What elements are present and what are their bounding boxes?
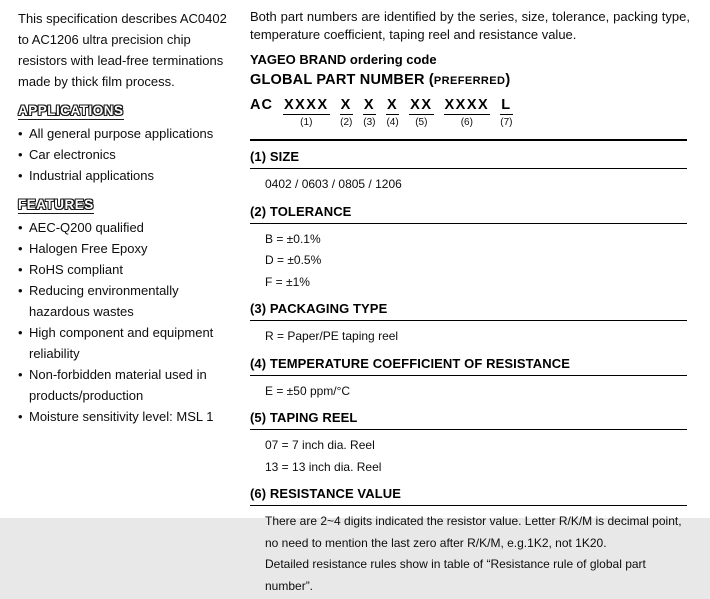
left-column (18, 8, 228, 427)
part-code-group (386, 98, 399, 128)
section-heading: (2) TOLERANCE (250, 204, 687, 224)
section-line: R = Paper/PE taping reel (265, 329, 399, 343)
part-code-index: (4) (386, 117, 399, 128)
part-code-segment: X (340, 97, 352, 113)
applications-heading: APPLICATIONS (18, 103, 124, 118)
section-content (265, 511, 687, 597)
part-code-index: (6) (460, 117, 473, 128)
part-code-group (409, 98, 433, 128)
part-code-prefix: AC (250, 97, 273, 113)
list-item: • AEC-Q200 qualified (18, 217, 228, 238)
part-code-segment: X (386, 97, 399, 113)
spec-description: This specification describes AC0402 to AC1206 ultra precision chip resistors with lead-free terminations made by thick film process. (18, 11, 227, 89)
part-number-diagram (250, 98, 690, 128)
part-code-segment: X (363, 97, 375, 113)
section-line: E = ±50 ppm/°C (265, 383, 351, 398)
part-code-group (340, 98, 353, 128)
section-content (265, 381, 687, 403)
part-code-group (500, 98, 512, 128)
part-code-index: (1) (300, 117, 313, 128)
part-code-index: (3) (363, 117, 376, 128)
ordering-description: Both part numbers are identified by the series, size, tolerance, packing type, temperature coefficient, taping reel and resistance value. (250, 9, 690, 42)
part-code-index: (2) (340, 117, 353, 128)
applications-list (18, 123, 228, 186)
section-content (265, 326, 687, 348)
section-content (265, 229, 687, 294)
section-content (265, 435, 687, 478)
features-list (18, 217, 228, 427)
section-line: 13 = 13 inch dia. Reel (265, 459, 382, 474)
list-item: • Moisture sensitivity level: MSL 1 (18, 406, 228, 427)
section-tolerance (250, 204, 687, 294)
section-line: Detailed resistance rules show in table of “Resistance rule of global part number”. (265, 557, 646, 593)
section-heading: (3) PACKAGING TYPE (250, 301, 687, 321)
list-item: • High component and equipment reliability (18, 322, 228, 364)
section-temperature-coefficient (250, 356, 687, 403)
section-packaging-type (250, 301, 687, 348)
features-heading: FEATURES (18, 197, 94, 212)
section-line: 0402 / 0603 / 0805 / 1206 (265, 177, 402, 191)
section-heading: (1) SIZE (250, 149, 687, 169)
part-code-segment: XXXX (444, 97, 490, 113)
part-code-segment: L (501, 97, 512, 113)
list-item: • Non-forbidden material used in products/production (18, 364, 228, 406)
part-code-group (444, 98, 491, 128)
list-item: • Industrial applications (18, 165, 228, 186)
section-line: There are 2~4 digits indicated the resistor value. Letter R/K/M is decimal point, no need to mention the last zero after R/K/M, e.g.1K2, not 1K20. (265, 514, 682, 550)
list-item: • Halogen Free Epoxy (18, 238, 228, 259)
brand-ordering-code-label: YAGEO BRAND ordering code (250, 52, 437, 67)
part-code-group (283, 98, 330, 128)
part-code-group (363, 98, 376, 128)
gpn-close: ) (505, 72, 511, 88)
part-code-index: (5) (415, 117, 428, 128)
section-resistance-value (250, 486, 687, 597)
ordering-code-sections (250, 139, 687, 597)
section-line: F = ±1% (265, 274, 310, 289)
list-item: • Reducing environmentally hazardous wastes (18, 280, 228, 322)
section-size (250, 149, 687, 196)
section-taping-reel (250, 410, 687, 478)
gpn-preferred: PREFERRED (433, 75, 506, 87)
section-line: 07 = 7 inch dia. Reel (265, 438, 375, 452)
part-code-segment: XXXX (283, 97, 329, 113)
section-content (265, 174, 687, 196)
list-item: • All general purpose applications (18, 123, 228, 144)
section-line: B = ±0.1% (265, 231, 321, 246)
list-item: • Car electronics (18, 144, 228, 165)
part-code-segment: XX (410, 97, 433, 113)
section-heading: (6) RESISTANCE VALUE (250, 486, 687, 506)
right-column (250, 8, 690, 599)
section-line: D = ±0.5% (265, 253, 322, 267)
part-code-index: (7) (500, 117, 513, 128)
section-heading: (4) TEMPERATURE COEFFICIENT OF RESISTANCE (250, 356, 687, 376)
section-heading: (5) TAPING REEL (250, 410, 687, 430)
global-part-number-heading (250, 72, 690, 88)
list-item: • RoHS compliant (18, 259, 228, 280)
gpn-main: GLOBAL PART NUMBER ( (250, 72, 434, 88)
